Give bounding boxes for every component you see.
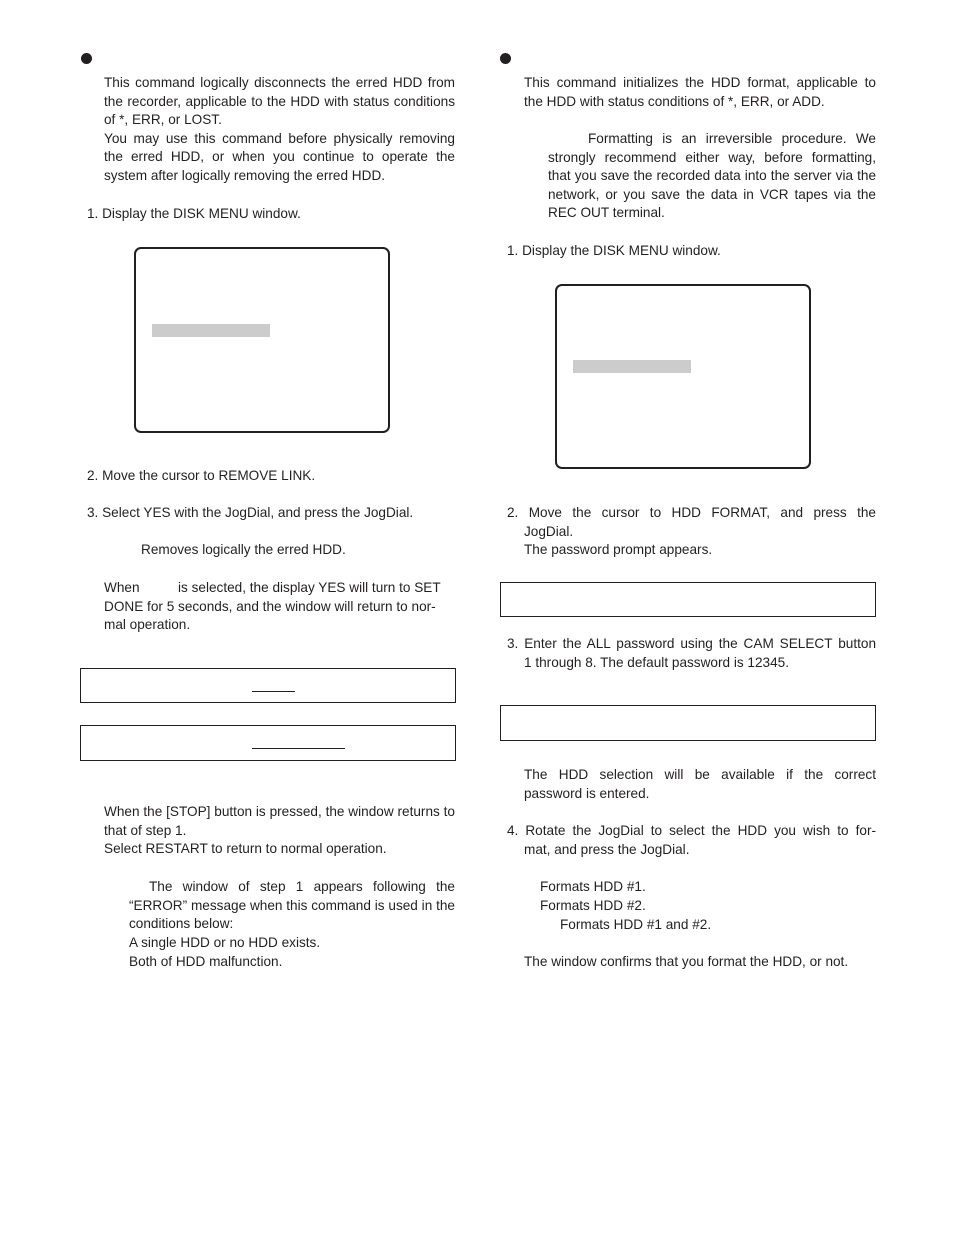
left-note-item2: Both of HDD malfunction. <box>129 954 283 969</box>
right-intro: This command initializes the HDD format, applicable to the HDD with status conditions of *, ERR, or ADD. <box>524 75 876 109</box>
right-password-box-1 <box>500 582 876 617</box>
right-step3-line2: 1 through 8. The default password is 12345. <box>524 655 790 670</box>
left-disk-menu-window <box>134 247 390 433</box>
right-option-3: Formats HDD #1 and #2. <box>560 917 712 932</box>
right-option-2: Formats HDD #2. <box>540 898 646 913</box>
left-step3-desc: Removes logically the erred HDD. <box>141 542 346 557</box>
right-hdd-selection-note: The HDD selection will be available if the correct password is entered. <box>524 767 876 801</box>
right-caution <box>548 130 876 223</box>
left-stop-note <box>104 803 455 859</box>
left-when-line1 <box>104 579 455 598</box>
left-display-box-1-underline <box>252 691 295 692</box>
left-display-box-1 <box>80 668 456 703</box>
left-note <box>129 878 455 934</box>
left-when-line2: DONE for 5 seconds, and the window will return to nor- <box>104 599 436 614</box>
right-option-1: Formats HDD #1. <box>540 879 646 894</box>
right-step2-line2: JogDial. <box>524 524 574 539</box>
left-step2: 2. Move the cursor to REMOVE LINK. <box>87 468 316 483</box>
right-step1: 1. Display the DISK MENU window. <box>507 243 721 258</box>
left-step3: 3. Select YES with the JogDial, and press the JogDial. <box>87 505 414 520</box>
left-display-box-2 <box>80 725 456 761</box>
right-caution-p: Formatting is an irreversible procedure. We strongly recommend either way, before formatting, that you save the recorded data into the server via the network, or you save the data in VCR tapes via the REC OUT terminal. <box>548 131 876 221</box>
right-step4-line1: 4. Rotate the JogDial to select the HDD you wish to for- <box>507 823 876 838</box>
left-when-line3: mal operation. <box>104 617 191 632</box>
left-step1: 1. Display the DISK MENU window. <box>87 206 301 221</box>
left-intro-p1: This command logically disconnects the erred HDD from the recorder, applicable to the HDD with status conditions of *, ERR, or LOST. <box>104 75 455 128</box>
left-display-box-2-underline <box>252 748 345 749</box>
left-stop-note-p1: When the [STOP] button is pressed, the window returns to that of step 1. <box>104 804 455 838</box>
left-when-word: When <box>104 580 140 595</box>
right-confirm-note: The window confirms that you format the HDD, or not. <box>524 954 849 969</box>
right-menu-highlight <box>573 360 691 373</box>
left-intro <box>104 74 455 186</box>
left-section-bullet <box>81 53 92 64</box>
left-when-rest: is selected, the display YES will turn to SET <box>178 580 441 595</box>
right-password-box-2 <box>500 705 876 741</box>
left-note-p1: The window of step 1 appears following the “ERROR” message when this command is used in the conditions below: <box>129 879 455 932</box>
right-step2-line3: The password prompt appears. <box>524 542 713 557</box>
right-disk-menu-window <box>555 284 811 469</box>
right-step2-line1: 2. Move the cursor to HDD FORMAT, and press the <box>507 505 876 520</box>
right-step3-line1: 3. Enter the ALL password using the CAM SELECT button <box>507 636 876 651</box>
right-section-bullet <box>500 53 511 64</box>
left-intro-p2: You may use this command before physically removing the erred HDD, or when you continue to operate the system after logically removing the erred HDD. <box>104 130 455 183</box>
left-menu-highlight <box>152 324 270 337</box>
right-step4-line2: mat, and press the JogDial. <box>524 842 690 857</box>
left-stop-note-p2: Select RESTART to return to normal operation. <box>104 841 387 857</box>
left-note-item1: A single HDD or no HDD exists. <box>129 935 321 950</box>
